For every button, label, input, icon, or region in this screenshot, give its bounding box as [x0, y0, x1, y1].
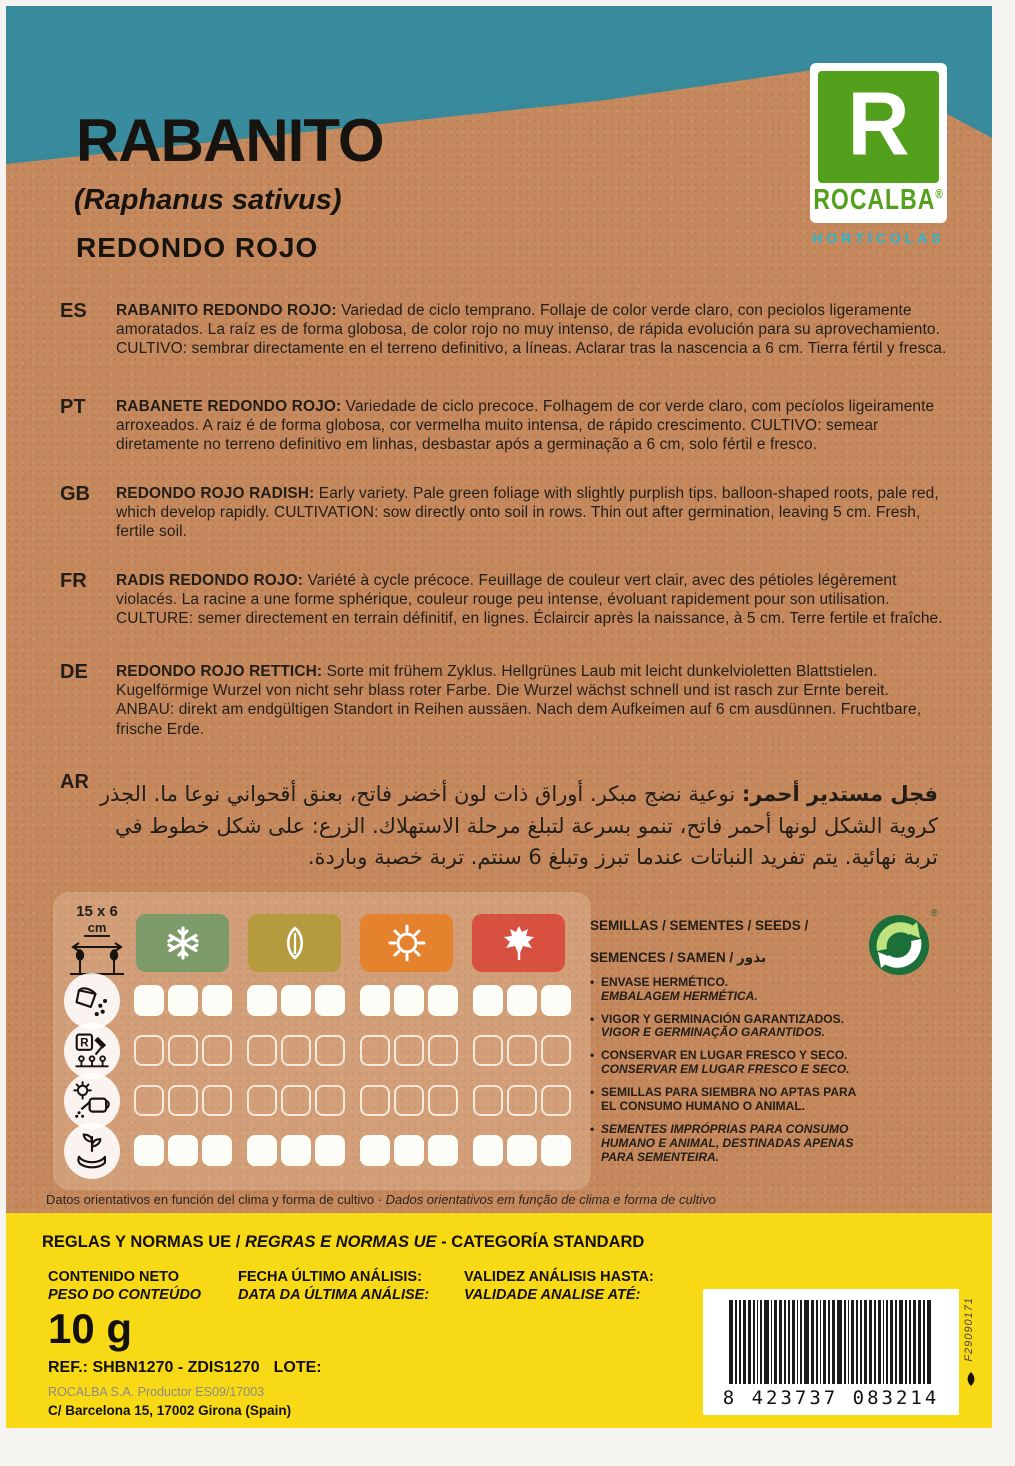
seeds-bullet-list	[590, 976, 858, 1165]
season-winter	[136, 914, 229, 972]
season-autumn	[472, 914, 565, 972]
barcode-bar	[804, 1300, 809, 1384]
barcode-bar	[735, 1300, 737, 1384]
calendar-footnote: Datos orientativos en función del clima y forma de cultivo · Dados orientativos em função de clima e forma de cultivo	[46, 1192, 716, 1207]
calendar-cell	[473, 1085, 503, 1116]
barcode-bar	[788, 1300, 790, 1384]
calendar-cell	[473, 1135, 503, 1166]
calendar-cell	[507, 985, 537, 1016]
season-spring	[248, 914, 341, 972]
analysis-validity-label: VALIDEZ ANÁLISIS HASTA: VALIDADE ANALISE ATÉ:	[464, 1269, 654, 1303]
barcode-bars	[729, 1300, 934, 1384]
barcode-bar	[832, 1300, 835, 1384]
brand-name: ROCALBA®	[813, 182, 944, 216]
plant-spacing	[66, 904, 128, 982]
brand-logo	[810, 63, 947, 223]
seeds-bullet: • SEMENTES IMPRÓPRIAS PARA CONSUMO HUMANO E ANIMAL, DESTINADAS APENAS PARA SEMENTEIRA.	[590, 1123, 858, 1165]
barcode-bar	[729, 1300, 734, 1384]
calendar-cell	[315, 985, 345, 1016]
lang-code: AR	[60, 771, 89, 793]
calendar-cell	[360, 1135, 390, 1166]
printer-mark-icon	[964, 1371, 978, 1392]
lang-code: PT	[60, 396, 86, 418]
spacing-value: 15 x 6	[76, 903, 118, 920]
barcode-bar	[811, 1300, 814, 1384]
spacing-unit: cm	[84, 921, 111, 937]
calendar-cell	[360, 1035, 390, 1066]
calendar-cell	[541, 1135, 571, 1166]
calendar-cell	[315, 1135, 345, 1166]
calendar-cell	[473, 1035, 503, 1066]
sowing-hand-icon	[64, 973, 120, 1029]
calendar-cell	[202, 1035, 232, 1066]
seeds-info	[590, 918, 858, 1174]
snowflake-icon	[165, 925, 201, 961]
calendar-cell	[247, 1135, 277, 1166]
spacing-plants-icon	[68, 937, 126, 977]
barcode-bar	[923, 1300, 925, 1384]
calendar-cell	[202, 1135, 232, 1166]
calendar-cell	[507, 1085, 537, 1116]
footer-band	[6, 1213, 992, 1428]
calendar-cell	[315, 1035, 345, 1066]
season-summer	[360, 914, 453, 972]
print-code: F29090171	[963, 1297, 975, 1362]
barcode-bar	[918, 1300, 921, 1384]
lang-code: DE	[60, 661, 88, 683]
barcode-bar	[895, 1300, 897, 1384]
barcode-bar	[909, 1300, 911, 1384]
barcode-bar	[874, 1300, 876, 1384]
calendar-cell	[473, 985, 503, 1016]
barcode-bar	[878, 1300, 881, 1384]
calendar-cell	[247, 985, 277, 1016]
seeds-bullet: • VIGOR Y GERMINACIÓN GARANTIZADOS. VIGOR E GERMINAÇÃO GARANTIDOS.	[590, 1013, 858, 1041]
calendar-cell	[281, 1085, 311, 1116]
registered-mark: ®	[935, 188, 944, 202]
calendar-cell	[394, 985, 424, 1016]
barcode-bar	[883, 1300, 885, 1384]
calendar-cell	[134, 1035, 164, 1066]
registered-mark: ®	[930, 908, 938, 919]
barcode-bar	[820, 1300, 822, 1384]
barcode-bar	[848, 1300, 850, 1384]
lang-text: فجل مستدير أحمر: نوعية نضج مبكر. أوراق ذات لون أخضر فاتح، بعنق أقحواني نوعا ما. الجذر كروية الشكل لونها أحمر فاتح، تنمو بسرعة لتبلغ مرحلة الاستهلاك. الزرع: على شكل خطوط في تربة نهائية. يتم تفريد النباتات عندما تبرز وتبلغ 6 سنتم. تربة خصبة وباردة.	[99, 782, 938, 869]
barcode-bar	[844, 1300, 846, 1384]
calendar-cell	[394, 1035, 424, 1066]
lang-text: REDONDO ROJO RETTICH: Sorte mit frühem Zyklus. Hellgrünes Laub mit leicht dunkelvioletten Blattstielen. Kugelförmige Wurzel von nicht sehr blass roter Farbe. Die Wurzel wächst schnell und ist rasch zur Ernte bereit. ANBAU: direkt am endgültigen Standort in Reihen aussäen. Nach dem Aufkeimen auf 6 cm ausdünnen. Fruchtbare, frische Erde.	[116, 663, 922, 738]
calendar-cell	[541, 1035, 571, 1066]
green-dot-recycle-icon	[868, 908, 938, 981]
calendar-cell	[168, 1035, 198, 1066]
calendar-cell	[507, 1135, 537, 1166]
lang-code: GB	[60, 483, 90, 505]
calendar-cell	[428, 1035, 458, 1066]
lang-text: RADIS REDONDO ROJO: Variété à cycle précoce. Feuillage de couleur vert clair, avec des pétioles légèrement violacés. La racine a une forme sphérique, couleur rouge peu intense, évoluant rapidement pour son utilisation. CULTURE: semer directement en terrain définitif, en lignes. Éclaircir après la naissance, à 5 cm. Terre fertile et fraîche.	[116, 572, 943, 628]
lang-text: RABANITO REDONDO ROJO: Variedad de ciclo temprano. Follaje de color verde claro, con peciolos ligeramente amoratados. La raíz es de forma globosa, de color rojo no muy intenso, de rápida evolución para su aprovechamiento. CULTIVO: sembrar directamente en el terreno definitivo, a líneas. Aclarar tras la nascencia a 6 cm. Tierra fértil y fresca.	[116, 302, 947, 358]
calendar-cell	[281, 1135, 311, 1166]
barcode	[703, 1289, 959, 1415]
calendar-cell	[202, 1085, 232, 1116]
scan-margin-bottom	[0, 1428, 1015, 1466]
barcode-bar	[913, 1300, 916, 1384]
calendar-cell	[360, 1085, 390, 1116]
calendar-cell	[428, 1085, 458, 1116]
net-content-value: 10 g	[48, 1305, 133, 1352]
barcode-bar	[869, 1300, 872, 1384]
brand-tagline: HORTÍCOLAS	[812, 230, 945, 246]
producer-line: ROCALBA S.A. Productor ES09/17003	[48, 1385, 265, 1399]
barcode-bar	[860, 1300, 862, 1384]
calendar-cell	[428, 985, 458, 1016]
calendar-cell	[134, 1085, 164, 1116]
lang-text: RABANETE REDONDO ROJO: Variedade de ciclo precoce. Folhagem de cor verde claro, com pecíolos ligeiramente arroxeados. A raiz é de forma globosa, cor vermelha muito intensa, de rápido crescimento. CULTIVO: semear diretamente no terreno definitivo em linhas, desbastar após a germinação a 6 cm, solo fértil e fresco.	[116, 398, 935, 454]
seeds-bullet: • ENVASE HERMÉTICO. EMBALAGEM HERMÉTICA.	[590, 976, 858, 1004]
calendar-row-harvest	[134, 1135, 571, 1166]
lang-code: FR	[60, 570, 87, 592]
barcode-bar	[864, 1300, 867, 1384]
barcode-bar	[739, 1300, 741, 1384]
page-title: RABANITO	[76, 107, 384, 174]
reference-line: REF.: SHBN1270 - ZDIS1270 LOTE:	[48, 1359, 322, 1376]
calendar-cell	[394, 1085, 424, 1116]
calendar-cell	[247, 1035, 277, 1066]
calendar-cell	[168, 1085, 198, 1116]
calendar-cell	[281, 1035, 311, 1066]
calendar-cell	[134, 1135, 164, 1166]
barcode-bar	[764, 1300, 769, 1384]
scan-margin-right	[992, 0, 1015, 1466]
calendar-row-care	[134, 1085, 571, 1116]
calendar-cell	[541, 985, 571, 1016]
analysis-date-label: FECHA ÚLTIMO ANÁLISIS: DATA DA ÚLTIMA ANÁLISE:	[238, 1269, 430, 1303]
barcode-bar	[748, 1300, 751, 1384]
latin-name: (Raphanus sativus)	[74, 184, 342, 216]
brand-r-icon: R	[847, 73, 910, 175]
seed-packet	[6, 6, 992, 1428]
address-line: C/ Barcelona 15, 17002 Girona (Spain)	[48, 1403, 292, 1418]
barcode-bar	[816, 1300, 818, 1384]
calendar-cell	[315, 1085, 345, 1116]
barcode-bar	[890, 1300, 893, 1384]
barcode-bar	[779, 1300, 782, 1384]
calendar-row-transplant	[134, 1035, 571, 1066]
barcode-bar	[753, 1300, 755, 1384]
barcode-bar	[927, 1300, 932, 1384]
brand-logo-mark	[818, 71, 939, 183]
calendar-cell	[394, 1135, 424, 1166]
barcode-bar	[797, 1300, 799, 1384]
seeds-bullet: • SEMILLAS PARA SIEMBRA NO APTAS PARA EL CONSUMO HUMANO O ANIMAL.	[590, 1086, 858, 1114]
barcode-bar	[774, 1300, 777, 1384]
transplant-icon	[64, 1023, 120, 1079]
calendar-cell	[360, 985, 390, 1016]
calendar-cell	[281, 985, 311, 1016]
sprout-icon	[280, 925, 310, 961]
barcode-bar	[757, 1300, 759, 1384]
calendar-cell	[168, 985, 198, 1016]
barcode-bar	[837, 1300, 842, 1384]
barcode-bar	[851, 1300, 854, 1384]
net-content-label: CONTENIDO NETO PESO DO CONTEÚDO	[48, 1269, 202, 1303]
svg-text:R: R	[80, 1036, 89, 1050]
sun-icon	[388, 924, 426, 962]
barcode-bar	[784, 1300, 786, 1384]
barcode-digits: 8 423737 083214	[722, 1387, 940, 1409]
sun-watering-icon	[64, 1073, 120, 1129]
barcode-bar	[792, 1300, 795, 1384]
calendar-cell	[507, 1035, 537, 1066]
calendar-cell	[541, 1085, 571, 1116]
maple-leaf-icon	[502, 925, 536, 961]
calendar-cell	[134, 985, 164, 1016]
barcode-bar	[886, 1300, 888, 1384]
barcode-bar	[771, 1300, 773, 1384]
lang-code: ES	[60, 300, 87, 322]
barcode-bar	[905, 1300, 907, 1384]
seeds-title: SEMILLAS / SEMENTES / SEEDS / SEMENCES / SAMEN / بذور	[590, 918, 809, 965]
calendar-row-sowing	[134, 985, 571, 1016]
barcode-bar	[760, 1300, 762, 1384]
eu-rules-line: REGLAS Y NORMAS UE / REGRAS E NORMAS UE - CATEGORÍA STANDARD	[42, 1233, 645, 1251]
barcode-bar	[899, 1300, 904, 1384]
seeds-bullet: • CONSERVAR EN LUGAR FRESCO Y SECO. CONSERVAR EM LUGAR FRESCO E SECO.	[590, 1049, 858, 1077]
barcode-bar	[743, 1300, 746, 1384]
barcode-bar	[856, 1300, 858, 1384]
calendar-cell	[202, 985, 232, 1016]
calendar-cell	[428, 1135, 458, 1166]
calendar-cell	[247, 1085, 277, 1116]
lang-text: REDONDO ROJO RADISH: Early variety. Pale green foliage with slightly purplish tips. balloon-shaped roots, pale red, which develop rapidly. CULTIVATION: sow directly onto soil in rows. Thin out after germination, leaving 5 cm. Fresh, fertile soil.	[116, 485, 939, 541]
calendar-cell	[168, 1135, 198, 1166]
variety-name: REDONDO ROJO	[76, 232, 319, 263]
barcode-bar	[800, 1300, 802, 1384]
barcode-bar	[828, 1300, 830, 1384]
harvest-hand-icon	[64, 1123, 120, 1179]
barcode-bar	[823, 1300, 826, 1384]
